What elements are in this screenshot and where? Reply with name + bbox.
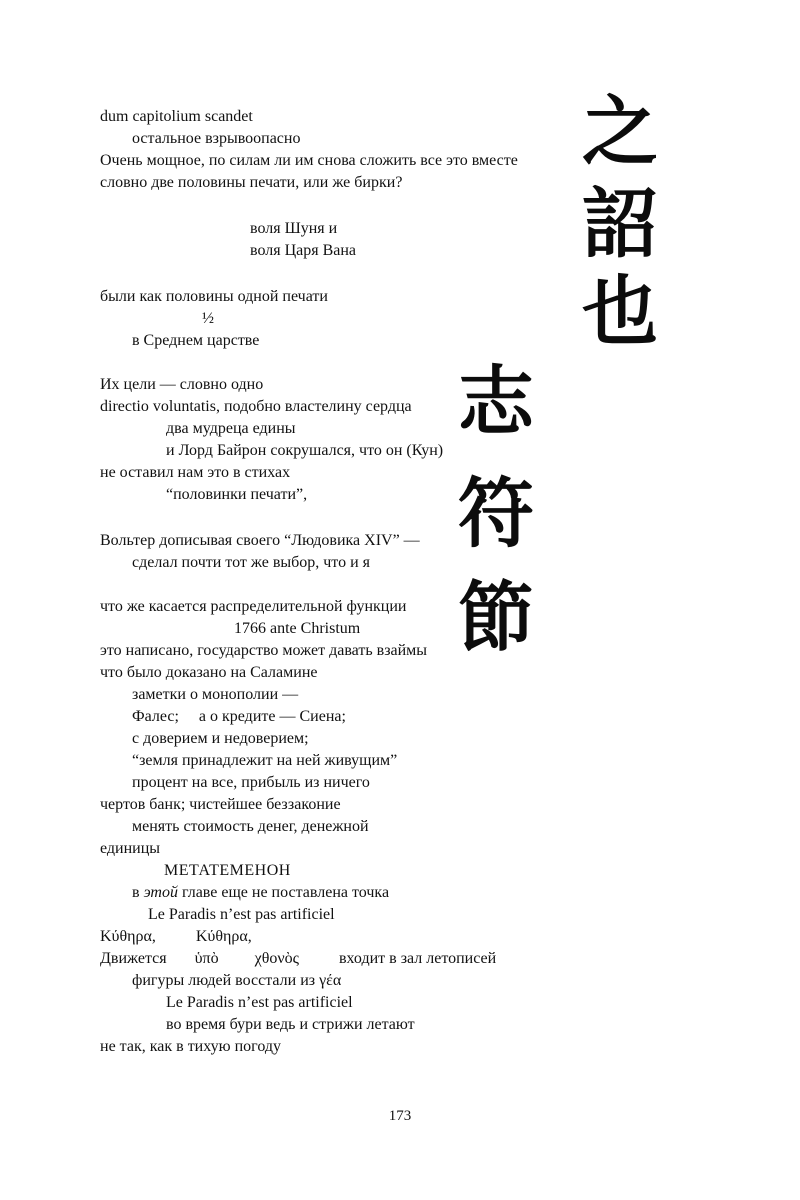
poem-line: Вольтер дописывая своего “Людовика XIV” — [100, 532, 420, 549]
poem-line: dum capitolium scandet [100, 108, 253, 125]
poem-line: два мудреца едины [166, 420, 296, 437]
poem-line: и Лорд Байрон сокрушался, что он (Кун) [166, 442, 444, 459]
poem-line: воля Царя Вана [250, 242, 357, 259]
poem-line [132, 882, 389, 904]
poem-line: что же касается распределительной функции [100, 598, 407, 615]
poem-line: 1766 ante Christum [234, 620, 361, 637]
poem-line: с доверием и недоверием; [132, 730, 309, 747]
line-text: главе еще не поставлена точка [177, 884, 390, 901]
ideogram-zhi-will: 志 [458, 357, 534, 446]
poem-line: воля Шуня и [250, 220, 338, 237]
ideogram-jie: 節 [458, 573, 534, 662]
poem-line: Le Paradis n’est pas artificiel [148, 906, 335, 923]
poem-line: во время бури ведь и стрижи летают [166, 1016, 415, 1033]
poem-line: заметки о монополии — [132, 686, 299, 703]
poem-line: процент на все, прибыль из ничего [132, 774, 370, 791]
page-number: 173 [388, 1108, 412, 1124]
ideogram-zhao: 詔 [582, 179, 658, 268]
poem-line: Фалес; а о кредите — Сиена; [132, 708, 346, 725]
poem-line: сделал почти тот же выбор, что и я [132, 554, 371, 571]
poem-line: Движется ὑπὸ χθονὸς входит в зал летописей [100, 950, 497, 967]
poem-line: “земля принадлежит на ней живущим” [132, 752, 398, 769]
poem-line: Их цели — словно одно [100, 376, 264, 393]
poem-line: чертов банк; чистейшее беззаконие [100, 796, 341, 813]
poem-line: были как половины одной печати [100, 288, 328, 305]
poem-line: в Среднем царстве [132, 332, 260, 349]
ideogram-fu: 符 [458, 469, 534, 558]
poem-line: не оставил нам это в стихах [100, 464, 291, 481]
poem-line: единицы [100, 840, 161, 857]
poem-line: directio voluntatis, подобно властелину сердца [100, 398, 412, 415]
poem-line-caps: МЕТАТЕМЕНОН [164, 862, 291, 879]
ideogram-ye: 也 [582, 267, 658, 356]
poem-line: ½ [202, 310, 214, 327]
poem-line: остальное взрывоопасно [132, 130, 301, 147]
poem-line: Очень мощное, по силам ли им снова сложить все это вместе [100, 152, 518, 169]
poem-line: словно две половины печати, или же бирки? [100, 174, 403, 191]
poem-line: менять стоимость денег, денежной [132, 818, 369, 835]
poem-line: это написано, государство может давать взаймы [100, 642, 428, 659]
line-text: в [132, 884, 144, 901]
poem-line: что было доказано на Саламине [100, 664, 318, 681]
poem-line-greek: Κύθηρα, Κύθηρα, [100, 928, 252, 945]
poem-line: “половинки печати”, [166, 486, 308, 503]
poem-line: Le Paradis n’est pas artificiel [166, 994, 353, 1011]
emphasis-word: этой [143, 884, 178, 901]
poem-line: фигуры людей восстали из γέα [132, 972, 342, 989]
ideogram-zhi: 之 [582, 87, 658, 176]
poem-line: не так, как в тихую погоду [100, 1038, 281, 1055]
